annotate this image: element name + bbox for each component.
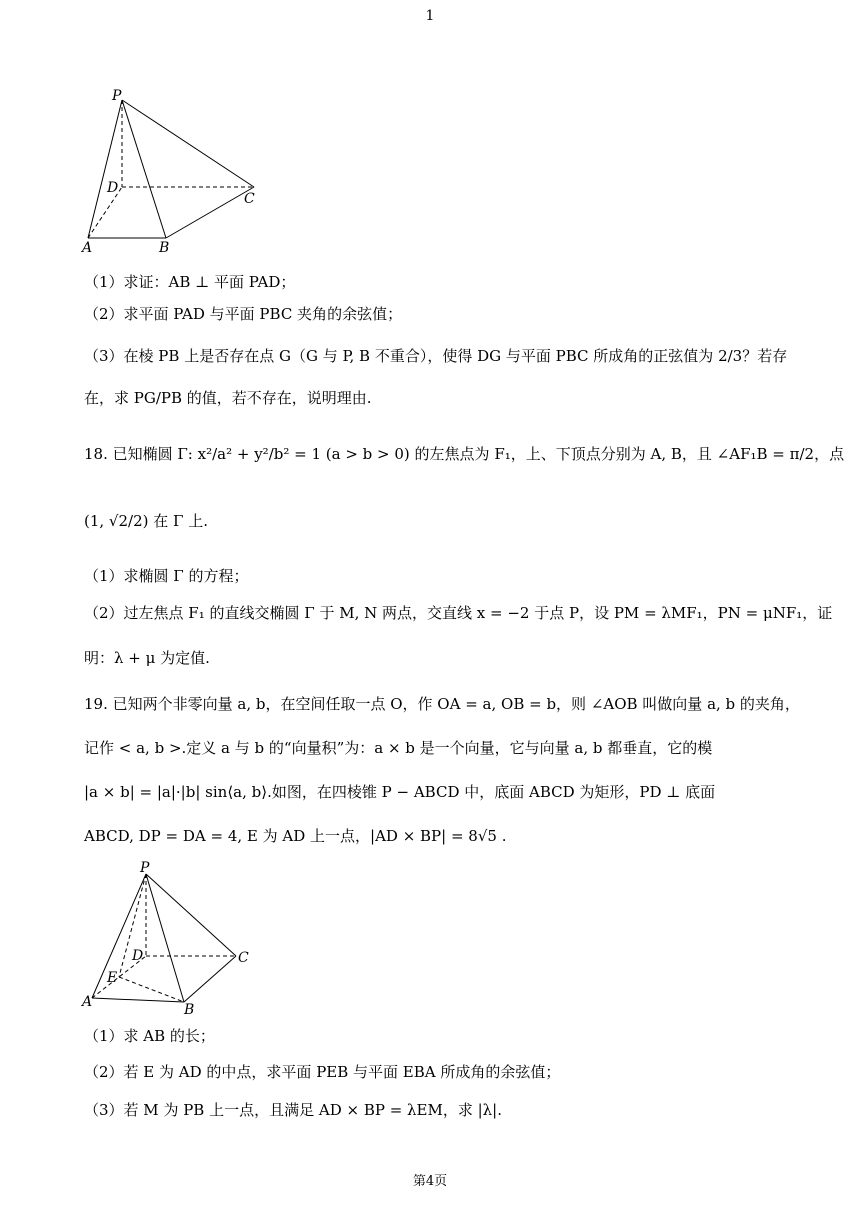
- edge-pa: [88, 100, 122, 238]
- q19-part1: （1）求 AB 的长；: [84, 1027, 215, 1045]
- q18-part1: （1）求椭圆 Γ 的方程；: [84, 567, 249, 585]
- label-a: A: [82, 994, 93, 1010]
- q17-part3-line1: （3）在棱 PB 上是否存在点 G（G 与 P, B 不重合），使得 DG 与平面 PBC 所成角的正弦值为 2/3？若存: [84, 347, 788, 365]
- q18-part2-line1: （2）过左焦点 F₁ 的直线交椭圆 Γ 于 M, N 两点，交直线 x = −2 于点 P，设 PM = λMF₁，PN = μNF₁，证: [84, 604, 833, 622]
- label-b: B: [159, 240, 170, 256]
- q19-stem-line3: |a × b| = |a|·|b| sin⟨a, b⟩.如图，在四棱锥 P − ABCD 中，底面 ABCD 为矩形，PD ⊥ 底面: [84, 783, 716, 801]
- edge-ab: [92, 998, 184, 1002]
- q19-part2: （2）若 E 为 AD 的中点，求平面 PEB 与平面 EBA 所成角的余弦值；: [84, 1063, 561, 1081]
- edge-pa: [92, 874, 146, 998]
- label-b: B: [184, 1002, 195, 1018]
- page-number: 1: [425, 8, 435, 24]
- pyramid-figure-2: [78, 858, 268, 1018]
- q18-part2-line2: 明：λ + μ 为定值.: [84, 649, 210, 667]
- edge-pb: [122, 100, 166, 238]
- edge-bc: [166, 187, 254, 238]
- edge-eb: [119, 977, 184, 1002]
- q18-stem-line2: (1, √2/2) 在 Γ 上.: [84, 512, 208, 530]
- label-a: A: [82, 240, 93, 256]
- q18-stem-line1: 18. 已知椭圆 Γ: x²/a² + y²/b² = 1 (a > b > 0) 的左焦点为 F₁，上、下顶点分别为 A, B，且 ∠AF₁B = π/2，点: [84, 445, 845, 463]
- page-footer: 第4页: [412, 1174, 448, 1189]
- pyramid-figure-1: [78, 86, 268, 256]
- label-c: C: [238, 950, 249, 966]
- edge-pb: [146, 874, 184, 1002]
- label-p: P: [112, 88, 122, 104]
- q19-stem-line4: ABCD, DP = DA = 4, E 为 AD 上一点，|AD × BP| = 8√5 .: [84, 827, 507, 845]
- edge-pc: [122, 100, 254, 187]
- label-c: C: [244, 191, 255, 207]
- q19-stem-line2: 记作 < a, b >.定义 a 与 b 的“向量积”为：a × b 是一个向量，它与向量 a, b 都垂直，它的模: [84, 739, 713, 757]
- q17-part1: （1）求证：AB ⊥ 平面 PAD；: [84, 273, 296, 291]
- label-p: P: [140, 860, 150, 876]
- label-e: E: [107, 970, 118, 986]
- q19-stem-line1: 19. 已知两个非零向量 a, b，在空间任取一点 O，作 OA = a, OB = b，则 ∠AOB 叫做向量 a, b 的夹角，: [84, 695, 800, 713]
- edge-pc: [146, 874, 236, 956]
- label-d: D: [107, 180, 119, 196]
- edge-bc: [184, 956, 236, 1002]
- q19-part3: （3）若 M 为 PB 上一点，且满足 AD × BP = λEM，求 |λ|.: [84, 1101, 503, 1119]
- q17-part3-line2: 在，求 PG/PB 的值，若不存在，说明理由.: [84, 389, 372, 407]
- q17-part2: （2）求平面 PAD 与平面 PBC 夹角的余弦值；: [84, 305, 403, 323]
- label-d: D: [132, 948, 144, 964]
